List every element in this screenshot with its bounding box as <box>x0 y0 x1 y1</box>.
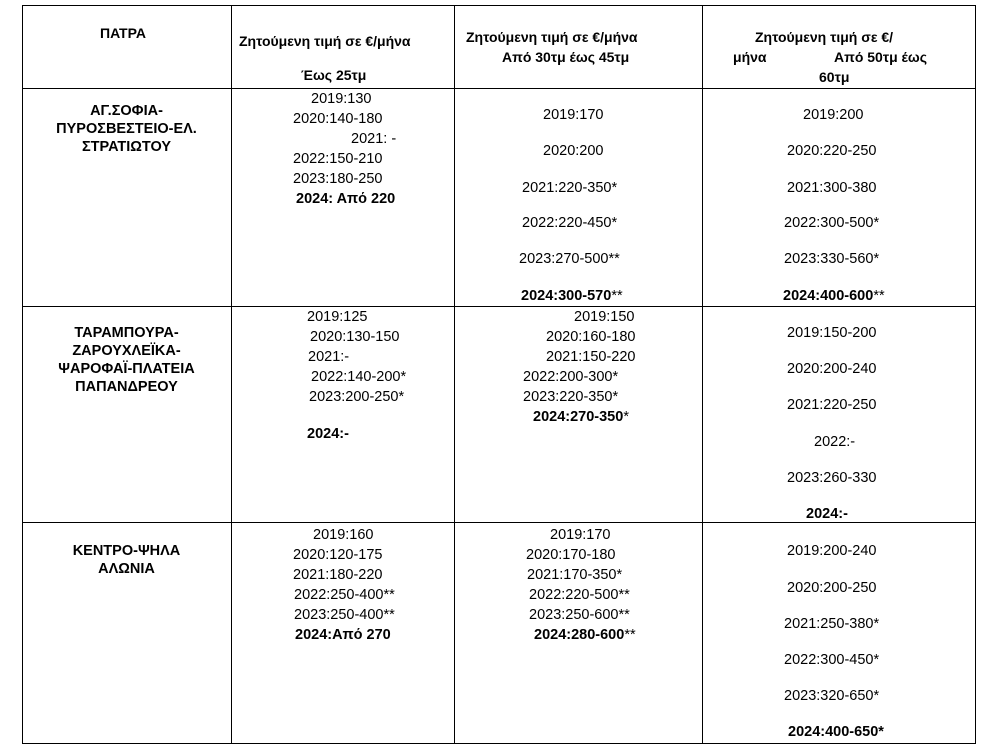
price-entry-current: 2024:Από 270 <box>295 627 391 643</box>
price-entry: 2022:200-300* <box>523 369 619 385</box>
price-entry: 2021:250-380* <box>784 616 880 632</box>
area-line: ΨΑΡΟΦΑΪ-ΠΛΑΤΕΙΑ <box>58 361 195 377</box>
price-entry: 2023:180-250 <box>293 171 383 187</box>
price-entry: 2020:140-180 <box>293 111 383 127</box>
row1-area <box>22 102 231 156</box>
area-line: ΣΤΡΑΤΙΩΤΟΥ <box>81 139 172 155</box>
price-entry-current: 2024:- <box>806 506 848 522</box>
price-value: 2024:400-600 <box>783 288 874 304</box>
price-entry: 2019:160 <box>313 527 374 543</box>
area-line: ΚΕΝΤΡΟ-ΨΗΛΑ <box>72 543 181 559</box>
table-border-right <box>975 5 976 744</box>
price-footnote-mark: ** <box>611 288 623 304</box>
row-divider-2 <box>22 306 975 307</box>
header-col4-unit: μήνα <box>733 49 767 65</box>
header-col3-title: Ζητούμενη τιμή σε €/μήνα <box>466 29 638 45</box>
table-border-bottom <box>22 743 975 744</box>
price-entry: 2022:220-500** <box>529 587 630 603</box>
price-entry: 2019:200-240 <box>787 543 877 559</box>
price-entry: 2022:300-500* <box>784 215 880 231</box>
table-border-top <box>22 5 975 6</box>
price-entry: 2019:200 <box>803 107 864 123</box>
area-line: ΑΓ.ΣΟΦΙΑ- <box>90 103 163 119</box>
area-line: ΖΑΡΟΥΧΛΕΪΚΑ- <box>72 343 181 359</box>
price-entry-current: 2024: Από 220 <box>296 191 396 207</box>
area-line: ΠΥΡΟΣΒΕΣΤΕΙΟ-ΕΛ. <box>56 121 197 137</box>
price-entry: 2023:320-650* <box>784 688 880 704</box>
price-entry: 2023:250-600** <box>529 607 630 623</box>
price-entry: 2022:250-400** <box>294 587 395 603</box>
header-col4-range-end: 60τμ <box>819 69 850 85</box>
price-footnote-mark: ** <box>624 627 636 643</box>
area-line: ΤΑΡΑΜΠΟΥΡΑ- <box>74 325 179 341</box>
price-entry: 2020:200-250 <box>787 580 877 596</box>
price-entry-current <box>533 408 629 426</box>
price-entry: 2022:220-450* <box>522 215 618 231</box>
price-entry: 2022:140-200* <box>311 369 407 385</box>
price-entry: 2023:330-560* <box>784 251 880 267</box>
price-entry: 2019:170 <box>550 527 611 543</box>
price-footnote-mark: * <box>623 409 629 425</box>
price-entry-current: 2024:- <box>307 426 349 442</box>
price-value: 2024:280-600 <box>534 627 625 643</box>
header-col3-range: Από 30τμ έως 45τμ <box>502 49 630 65</box>
price-entry: 2023:200-250* <box>309 389 405 405</box>
price-value: 2024:300-570 <box>521 288 612 304</box>
area-line: ΠΑΠΑΝΔΡΕΟΥ <box>75 379 178 395</box>
price-entry-current <box>521 287 623 305</box>
price-entry: 2023:270-500** <box>519 251 620 267</box>
price-entry: 2019:125 <box>307 309 368 325</box>
column-divider-2 <box>454 5 455 744</box>
price-entry: 2022:- <box>814 434 856 450</box>
price-entry: 2020:120-175 <box>293 547 383 563</box>
price-entry: 2021:300-380 <box>787 180 877 196</box>
header-col2-range: Έως 25τμ <box>301 67 367 83</box>
column-divider-1 <box>231 5 232 744</box>
price-entry: 2020:200 <box>543 143 604 159</box>
price-entry: 2020:200-240 <box>787 361 877 377</box>
price-entry: 2021:170-350* <box>527 567 623 583</box>
header-col4-range: Από 50τμ έως <box>834 49 927 65</box>
price-entry: 2023:260-330 <box>787 470 877 486</box>
price-entry: 2021:220-350* <box>522 180 618 196</box>
row2-area <box>22 324 231 396</box>
price-entry: 2022:300-450* <box>784 652 880 668</box>
price-entry: 2023:250-400** <box>294 607 395 623</box>
price-entry: 2020:170-180 <box>526 547 616 563</box>
price-footnote-mark: ** <box>873 288 885 304</box>
price-entry: 2023:220-350* <box>523 389 619 405</box>
price-value: 2024:270-350 <box>533 409 624 425</box>
price-entry: 2019:150 <box>574 309 635 325</box>
price-entry: 2021:180-220 <box>293 567 383 583</box>
row3-area <box>22 542 231 578</box>
price-entry: 2021:220-250 <box>787 397 877 413</box>
price-entry: 2020:220-250 <box>787 143 877 159</box>
price-entry: 2020:160-180 <box>546 329 636 345</box>
price-entry: 2019:130 <box>311 91 372 107</box>
header-col4-title: Ζητούμενη τιμή σε €/ <box>755 29 894 45</box>
price-entry-current: 2024:400-650* <box>788 724 884 740</box>
price-entry: 2021:- <box>308 349 350 365</box>
header-city: ΠΑΤΡΑ <box>100 25 147 41</box>
price-entry: 2019:150-200 <box>787 325 877 341</box>
price-entry: 2022:150-210 <box>293 151 383 167</box>
column-divider-3 <box>702 5 703 744</box>
price-entry: 2019:170 <box>543 107 604 123</box>
price-entry: 2020:130-150 <box>310 329 400 345</box>
row-divider-1 <box>22 88 975 89</box>
header-col2-title: Ζητούμενη τιμή σε €/μήνα <box>239 33 411 49</box>
price-entry-current <box>783 287 885 305</box>
price-entry: 2021: - <box>351 131 397 147</box>
area-line: ΑΛΩΝΙΑ <box>98 561 155 577</box>
price-entry-current <box>534 626 636 644</box>
price-entry: 2021:150-220 <box>546 349 636 365</box>
